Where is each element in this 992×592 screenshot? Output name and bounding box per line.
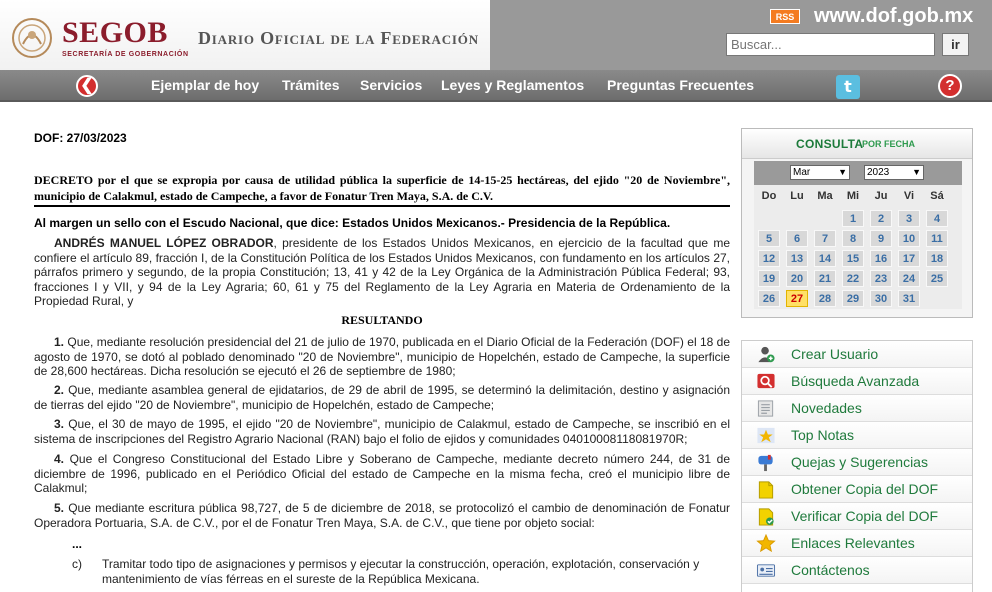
calendar-day[interactable]: 30 [870,290,892,307]
item-text: Que mediante escritura pública 98,727, de 5 de diciembre de 2018, se protocolizó el cambio de denominación de Fonatur Operadora Portuaria, S.A. de C.V., por el de Fonatur Tren Maya, S.A. de C.V., que tiene por objeto social: [34,501,730,530]
intro-text: , presidente de los Estados Unidos Mexicanos, en ejercicio de la facultad que me confiere el artículo 89, fracción I, de la Constitución Política de los Estados Unidos Mexicanos, con fundamento en los artículos 27, párrafos primero y segundo, de la propia Constitución; 13, 41 y 42 de la Ley Orgánica de la Administración Pública Federal; 93, fracciones I y VII, y 94 de la Ley Agraria; 60, 61 y 75 del Reglamento de la Ley Agraria en Materia de Ordenamiento de la Propiedad Rural, y [34,236,730,308]
segob-logo-text[interactable]: SEGOB [62,16,168,49]
sidemenu-label: Obtener Copia del DOF [791,481,939,497]
sidemenu-item[interactable] [742,368,972,395]
weekday-header: Ma [817,190,833,202]
list-item [34,383,730,412]
calendar-day[interactable]: 20 [786,270,808,287]
year-value: 2023 [867,167,890,178]
calendar-day[interactable]: 1 [842,210,864,227]
calendar-day[interactable]: 21 [814,270,836,287]
calendar-day[interactable]: 4 [926,210,948,227]
item-text: Que, el 30 de mayo de 1995, el ejido "20 de Noviembre", municipio de Calakmul, estado de Campeche, se inscribió en el sistema de inscripciones del Registro Agrario Nacional (RAN) bajo el folio de ejidos y comunidades 04010008118081970R; [34,417,730,446]
calendar-body [754,161,962,309]
calendar-day[interactable]: 8 [842,230,864,247]
sidemenu-item[interactable] [742,341,972,368]
sidemenu-label: Top Notas [791,427,855,443]
item-text: Que, mediante resolución presidencial del 21 de julio de 1970, publicada en el Diario Oficial de la Federación (DOF) el 18 de agosto de 1970, se dotó al poblado denominado "20 de Noviembre", municipio de Hopelchén, estado de Campeche, la superficie de 28,600 hectáreas. Dicha resolución se ejecutó el 26 de septiembre de 1980; [34,335,730,378]
calendar-day[interactable]: 29 [842,290,864,307]
calendar-header [742,129,972,159]
sidemenu-item[interactable] [742,395,972,422]
calendar-day[interactable]: 24 [898,270,920,287]
news-icon [756,399,776,418]
back-arrow-icon[interactable]: ❮ [76,75,98,97]
help-icon[interactable]: ? [938,74,962,98]
sidemenu-item[interactable] [742,422,972,449]
contact-card-icon [756,561,776,580]
calendar-day[interactable]: 9 [870,230,892,247]
main-navigation [0,70,992,102]
calendar-day[interactable]: 3 [898,210,920,227]
sidemenu-label: Enlaces Relevantes [791,535,915,551]
calendar-day[interactable]: 6 [786,230,808,247]
ellipsis: ... [72,537,83,551]
sidemenu-item[interactable] [742,476,972,503]
sidemenu-item[interactable] [742,503,972,530]
rss-feed-button[interactable]: RSS [770,9,800,24]
document-check-icon [756,507,776,526]
item-number: 2. [54,383,65,397]
nav-tramites[interactable]: Trámites [282,77,340,93]
calendar-day-selected[interactable]: 27 [786,290,808,307]
nav-leyes-y-reglamentos[interactable]: Leyes y Reglamentos [441,77,585,93]
weekday-header: Ju [874,190,888,202]
document-icon [756,480,776,499]
calendar-day[interactable]: 10 [898,230,920,247]
sub-item-label: c) [72,557,82,571]
calendar-day[interactable]: 23 [870,270,892,287]
president-name: ANDRÉS MANUEL LÓPEZ OBRADOR [54,236,274,250]
calendar-subtitle: POR FECHA [862,139,916,149]
calendar-day[interactable]: 25 [926,270,948,287]
weekday-header: Lu [790,190,804,202]
header-brand-area [0,0,490,70]
calendar-day[interactable]: 18 [926,250,948,267]
publication-date: DOF: 27/03/2023 [34,131,127,145]
star-badge-icon [756,426,776,445]
calendar-day[interactable]: 19 [758,270,780,287]
sub-item-text: Tramitar todo tipo de asignaciones y permisos y ejecutar la construcción, operación, explotación, conservación y mantenimiento de vías férreas en el sureste de la República Mexicana. [102,557,700,586]
item-number: 1. [54,335,65,349]
list-item [34,452,730,496]
calendar-day[interactable]: 15 [842,250,864,267]
list-item [34,417,730,446]
chevron-down-icon: ▼ [838,167,847,177]
weekday-header: Do [761,190,777,202]
chevron-down-icon: ▼ [912,167,921,177]
sidemenu-label: Contáctenos [791,562,870,578]
mailbox-icon [756,453,776,472]
site-title: Diario Oficial de la Federación [198,28,479,48]
calendar-day[interactable]: 5 [758,230,780,247]
sidemenu-label: Búsqueda Avanzada [791,373,920,389]
side-menu [741,340,973,592]
calendar-day[interactable]: 13 [786,250,808,267]
weekday-header: Mi [846,190,860,202]
site-url: www.dof.gob.mx [814,5,974,27]
calendar-day[interactable]: 12 [758,250,780,267]
title-divider [34,205,730,207]
calendar-day[interactable]: 14 [814,250,836,267]
star-icon [756,534,776,553]
calendar-day[interactable]: 7 [814,230,836,247]
calendar-day[interactable]: 22 [842,270,864,287]
sidemenu-label: Verificar Copia del DOF [791,508,939,524]
sidemenu-label: Quejas y Sugerencias [791,454,928,470]
sidemenu-item[interactable] [742,557,972,584]
item-text: Que el Congreso Constitucional del Estado Libre y Soberano de Campeche, mediante decreto número 244, de 31 de diciembre de 1996, publicado en el Periódico Oficial del estado de Campeche en la misma fecha, creó el municipio libre de Calakmul; [34,452,730,495]
segob-subtitle: SECRETARÍA DE GOBERNACIÓN [62,51,189,58]
calendar-day[interactable]: 17 [898,250,920,267]
item-number: 4. [54,452,65,466]
list-item [34,501,730,530]
calendar-selects [754,161,962,185]
item-number: 3. [54,417,65,431]
list-item [34,335,730,379]
calendar-day[interactable]: 26 [758,290,780,307]
item-number: 5. [54,501,65,515]
calendar-day[interactable]: 11 [926,230,948,247]
user-add-icon [756,345,776,364]
sidemenu-item[interactable] [742,530,972,557]
margin-note: Al margen un sello con el Escudo Nacional, que dice: Estados Unidos Mexicanos.- Presidencia de la República. [34,216,671,230]
nav-ejemplar-de-hoy[interactable]: Ejemplar de hoy [151,77,260,93]
nav-servicios[interactable]: Servicios [360,77,423,93]
year-select[interactable] [864,165,924,180]
weekday-header: Sá [930,190,944,202]
sidemenu-label: Novedades [791,400,862,416]
date-calendar [741,128,973,318]
search-icon [756,372,776,391]
section-heading: RESULTANDO [341,313,423,327]
sidemenu-item[interactable] [742,449,972,476]
intro-paragraph [34,236,730,309]
calendar-day[interactable]: 31 [898,290,920,307]
search-input[interactable] [726,33,935,56]
nav-preguntas-frecuentes[interactable]: Preguntas Frecuentes [607,77,755,93]
month-value: Mar [793,167,811,178]
item-text: Que, mediante asamblea general de ejidatarios, de 29 de abril de 1995, se determinó la delimitación, destino y asignación de tierras del ejido "20 de Noviembre", municipio de Hopelchén, estado de Campeche; [34,383,730,412]
month-select[interactable] [790,165,850,180]
calendar-day[interactable]: 16 [870,250,892,267]
site-header [0,0,992,70]
weekday-header: Vi [903,190,915,202]
calendar-day[interactable]: 28 [814,290,836,307]
sidemenu-label: Crear Usuario [791,346,879,362]
mexico-seal-icon [11,16,53,60]
calendar-day[interactable]: 2 [870,210,892,227]
decree-title: DECRETO por el que se expropia por causa de utilidad pública la superficie de 14-15-25 hectáreas, del ejido "20 de Noviembre", municipio de Calakmul, estado de Campeche, a favor de Fonatur Tren Maya, S.A. de C.V. [34,173,730,203]
search-button[interactable]: ir [942,33,969,56]
calendar-title: CONSULTA [796,137,864,151]
twitter-icon[interactable]: t [836,75,860,99]
